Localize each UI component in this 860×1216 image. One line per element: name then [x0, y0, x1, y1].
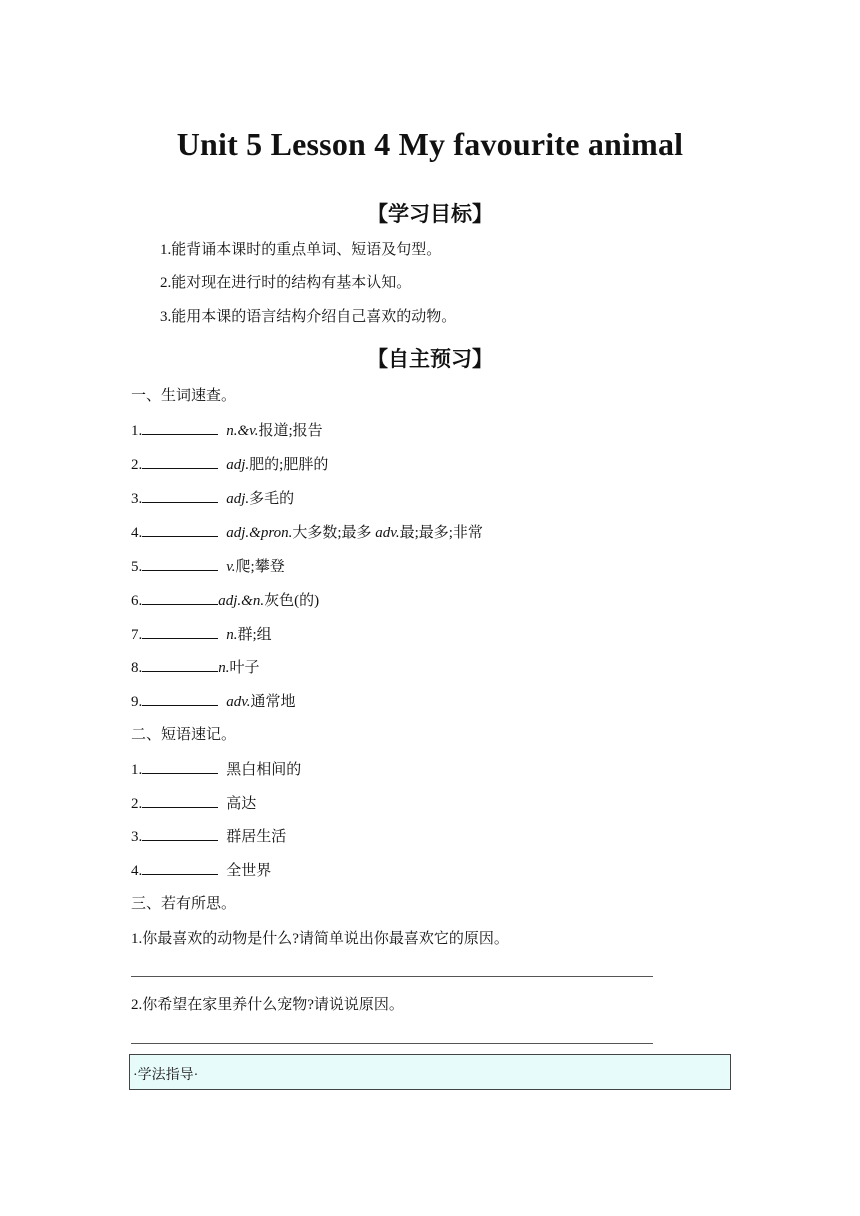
learning-goal-item: 1.能背诵本课时的重点单词、短语及句型。: [160, 242, 442, 258]
phrase-meaning: 全世界: [226, 863, 272, 879]
part-of-speech: n.: [218, 660, 230, 676]
thinking-question: 2.你希望在家里养什么宠物?请说说原因。: [131, 997, 404, 1013]
part-of-speech: adj.&n.: [218, 593, 265, 609]
learning-goal-item: 2.能对现在进行时的结构有基本认知。: [160, 275, 412, 291]
phrase-meaning: 高达: [226, 796, 257, 812]
item-number: 4.: [131, 525, 143, 541]
answer-blank[interactable]: [142, 657, 218, 672]
item-number: 7.: [131, 627, 143, 643]
phrase-item: [131, 793, 256, 814]
phrase-meaning: 群居生活: [226, 829, 287, 845]
part-of-speech: adj.&pron.: [226, 525, 293, 541]
part-of-speech: v.: [226, 559, 236, 575]
learning-goal-item: 3.能用本课的语言结构介绍自己喜欢的动物。: [160, 309, 457, 325]
item-number: 1.: [131, 762, 143, 778]
study-tip-label: ·学法指导·: [133, 1068, 199, 1083]
word-meaning: 多毛的: [249, 491, 295, 507]
item-number: 3.: [131, 491, 143, 507]
answer-blank[interactable]: [142, 420, 218, 435]
answer-blank[interactable]: [142, 488, 218, 503]
vocab-item: [131, 454, 328, 475]
part-of-speech: adv.: [375, 525, 400, 541]
answer-line[interactable]: [131, 1043, 653, 1044]
answer-line[interactable]: [131, 976, 653, 977]
item-number: 1.: [131, 423, 143, 439]
vocab-item: [131, 522, 483, 543]
phrase-meaning: 黑白相间的: [226, 762, 302, 778]
item-number: 2.: [131, 457, 143, 473]
vocab-item: [131, 420, 323, 441]
vocab-item: [131, 624, 272, 645]
word-meaning: 报道;报告: [258, 423, 323, 439]
item-number: 3.: [131, 829, 143, 845]
word-meaning: 最;最多;非常: [399, 525, 483, 541]
word-meaning: 通常地: [250, 694, 296, 710]
vocab-item: [131, 488, 294, 509]
vocab-item: [131, 556, 285, 577]
answer-blank[interactable]: [142, 793, 218, 808]
study-tip-box: [129, 1054, 731, 1090]
learning-goals-heading: 【学习目标】: [367, 202, 493, 226]
vocab-section-heading: 一、生词速查。: [131, 388, 237, 404]
part-of-speech: adv.: [226, 694, 251, 710]
word-meaning: 灰色(的): [264, 593, 320, 609]
item-number: 8.: [131, 660, 143, 676]
phrase-item: [131, 826, 286, 847]
item-number: 6.: [131, 593, 143, 609]
item-number: 4.: [131, 863, 143, 879]
part-of-speech: n.&v.: [226, 423, 259, 439]
word-meaning: 大多数;最多: [292, 525, 376, 541]
phrase-item: [131, 860, 271, 881]
answer-blank[interactable]: [142, 860, 218, 875]
thinking-question: 1.你最喜欢的动物是什么?请简单说出你最喜欢它的原因。: [131, 931, 509, 947]
word-meaning: 爬;攀登: [235, 559, 285, 575]
answer-blank[interactable]: [142, 522, 218, 537]
item-number: 2.: [131, 796, 143, 812]
answer-blank[interactable]: [142, 590, 218, 605]
answer-blank[interactable]: [142, 624, 218, 639]
page-title: Unit 5 Lesson 4 My favourite animal: [176, 126, 684, 162]
part-of-speech: n.: [226, 627, 238, 643]
self-preview-heading: 【自主预习】: [367, 347, 493, 371]
answer-blank[interactable]: [142, 556, 218, 571]
word-meaning: 叶子: [229, 660, 260, 676]
item-number: 5.: [131, 559, 143, 575]
phrase-section-heading: 二、短语速记。: [131, 727, 237, 743]
answer-blank[interactable]: [142, 759, 218, 774]
answer-blank[interactable]: [142, 691, 218, 706]
phrase-item: [131, 759, 301, 780]
answer-blank[interactable]: [142, 454, 218, 469]
vocab-item: [131, 691, 296, 712]
vocab-item: [131, 657, 260, 678]
part-of-speech: adj.: [226, 491, 250, 507]
item-number: 9.: [131, 694, 143, 710]
thinking-section-heading: 三、若有所思。: [131, 896, 237, 912]
vocab-item: [131, 590, 319, 611]
answer-blank[interactable]: [142, 826, 218, 841]
part-of-speech: adj.: [226, 457, 250, 473]
word-meaning: 肥的;肥胖的: [249, 457, 329, 473]
word-meaning: 群;组: [237, 627, 272, 643]
